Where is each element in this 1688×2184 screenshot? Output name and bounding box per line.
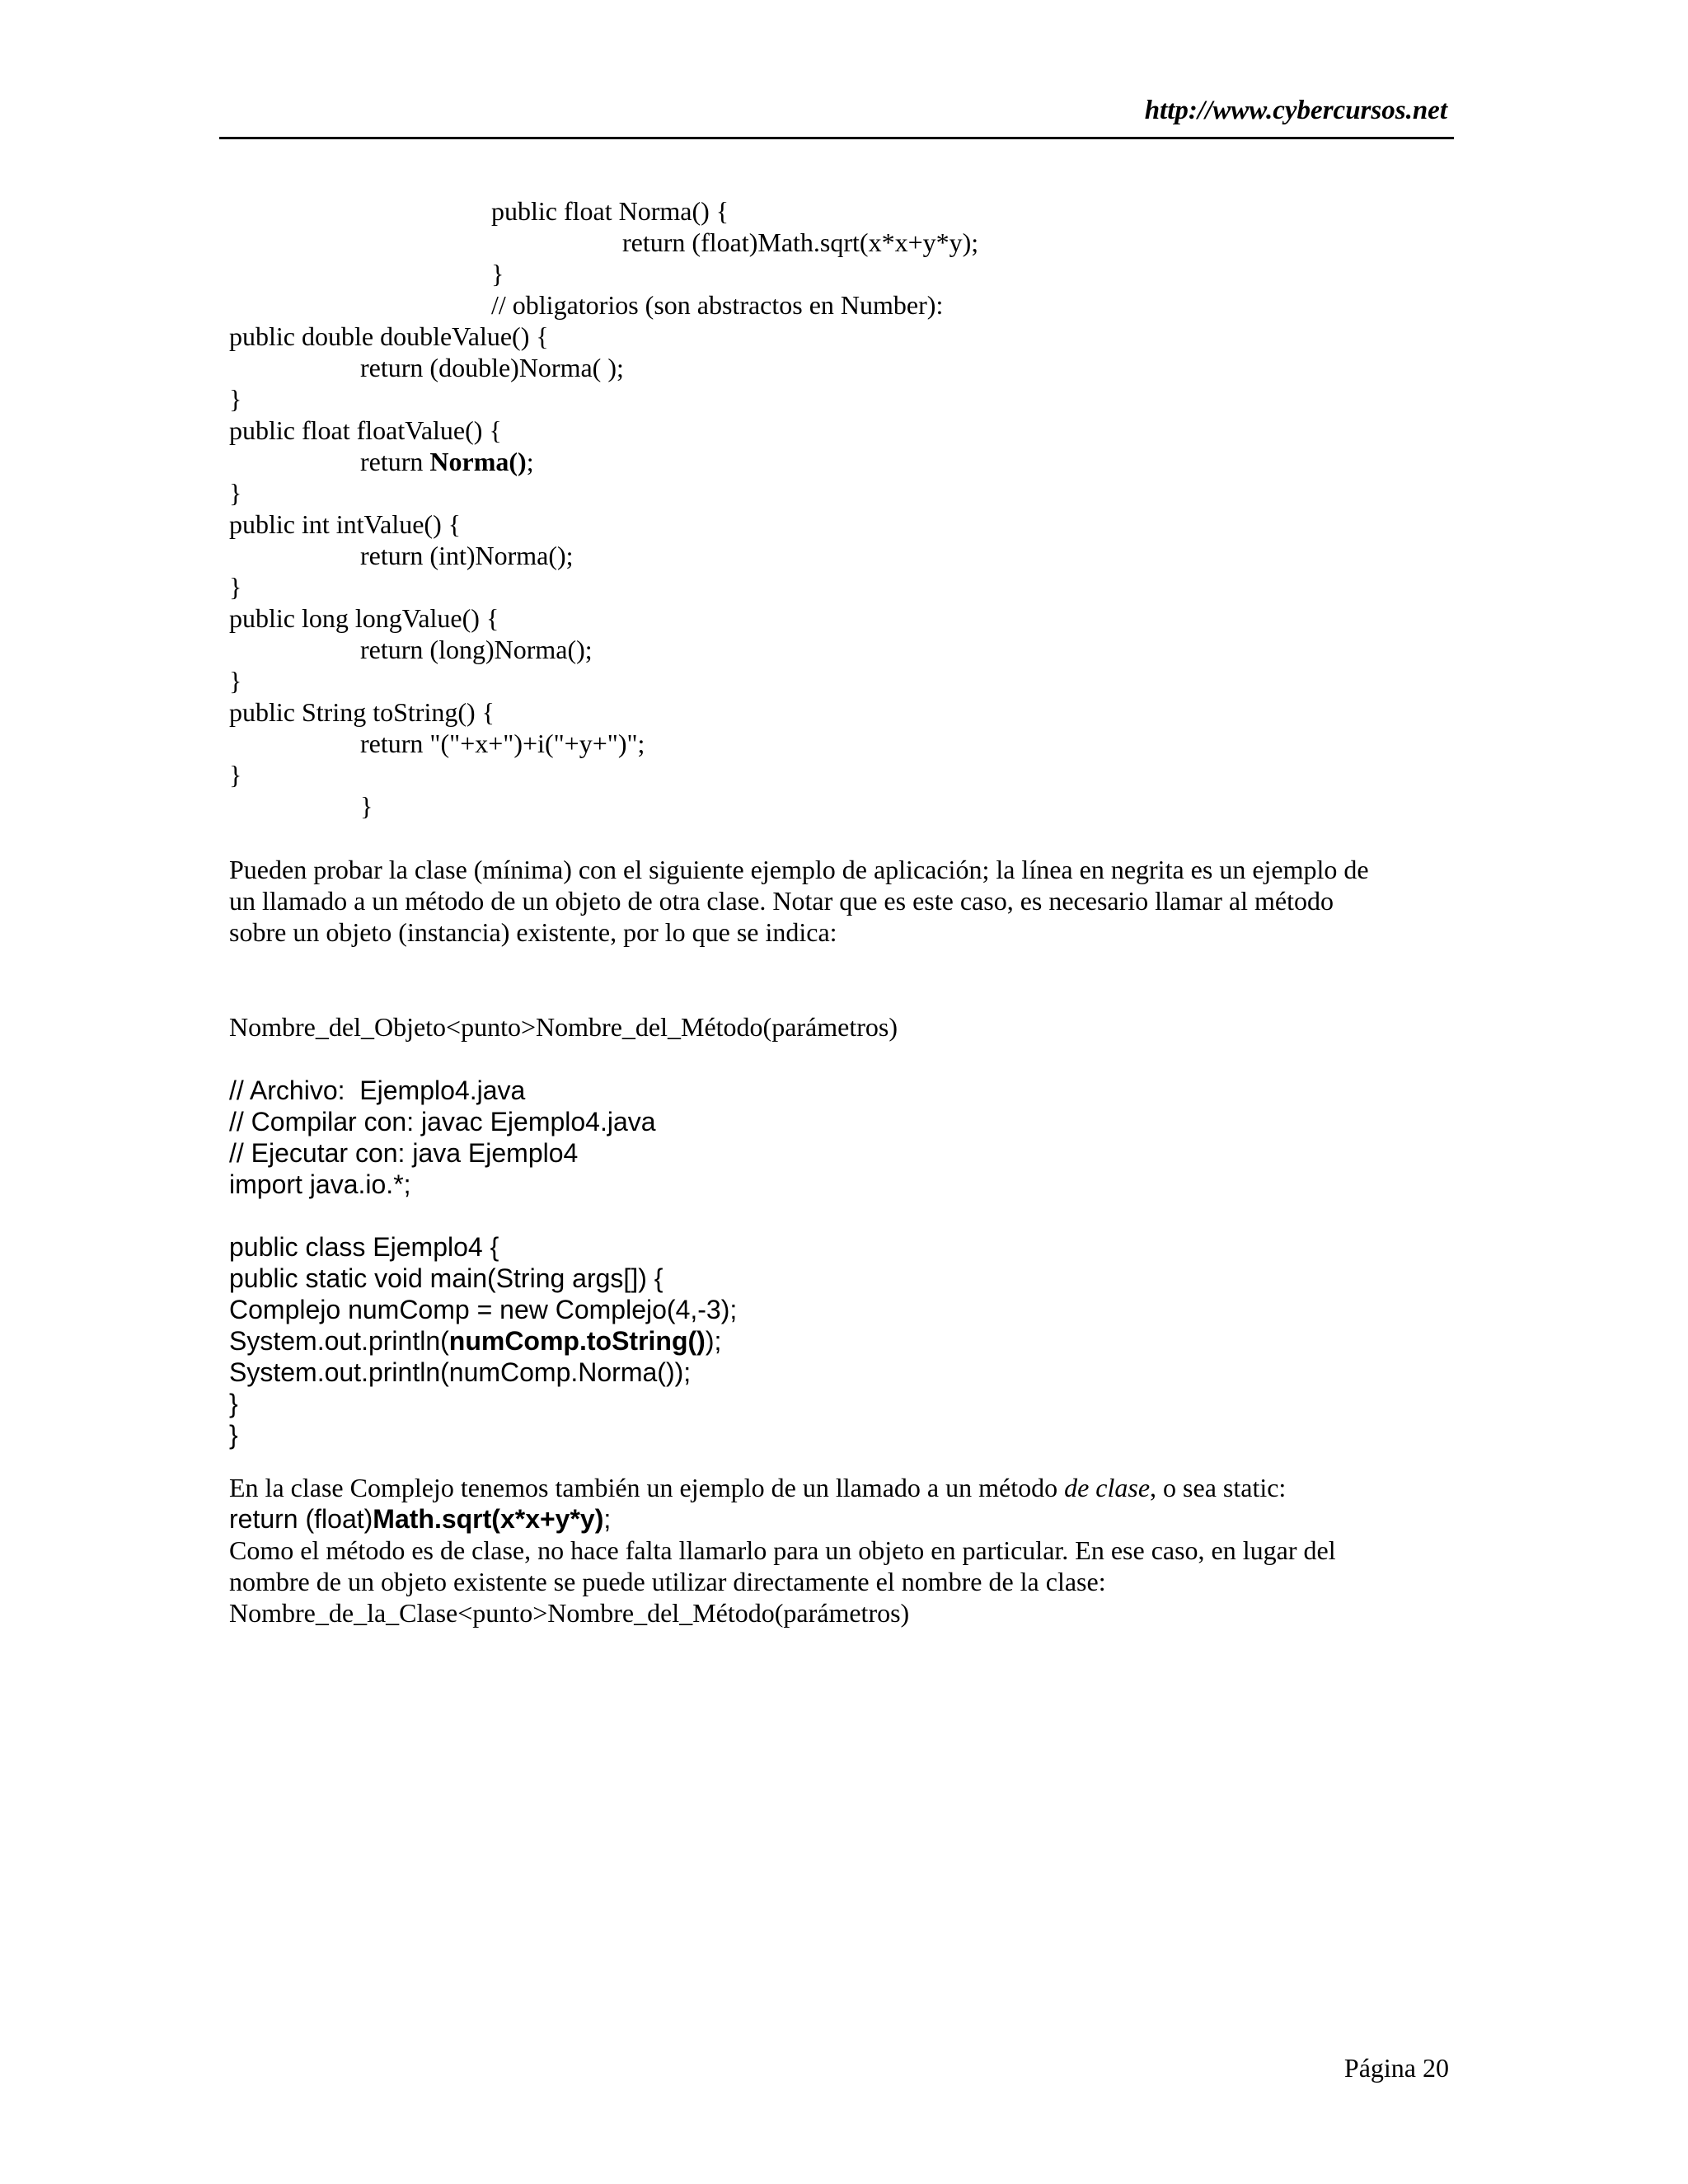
code-line: }: [229, 384, 242, 414]
code-line: return (double)Norma( );: [360, 353, 624, 382]
paragraph-line: Pueden probar la clase (mínima) con el siguiente ejemplo de aplicación; la línea en negrita es un ejemplo de: [229, 855, 1369, 884]
header-url: http://www.cybercursos.net: [1144, 96, 1447, 125]
paragraph-line: Como el método es de clase, no hace falta llamarlo para un objeto en particular. En ese caso, en lugar del: [229, 1535, 1336, 1565]
code-line: public float Norma() {: [491, 196, 729, 226]
paragraph-line: sobre un objeto (instancia) existente, por lo que se indica:: [229, 917, 837, 947]
code-line: // Archivo: Ejemplo4.java: [229, 1076, 526, 1105]
code-line: public double doubleValue() {: [229, 321, 549, 351]
paragraph-line: nombre de un objeto existente se puede utilizar directamente el nombre de la clase:: [229, 1567, 1106, 1596]
code-line: // obligatorios (son abstractos en Number):: [491, 290, 944, 320]
code-line: }: [491, 259, 504, 288]
code-line: Complejo numComp = new Complejo(4,-3);: [229, 1295, 738, 1324]
code-line: public static void main(String args[]) {: [229, 1263, 663, 1293]
code-line: return (long)Norma();: [360, 635, 593, 664]
code-line: // Compilar con: javac Ejemplo4.java: [229, 1107, 656, 1137]
code-line: System.out.println(numComp.toString());: [229, 1326, 722, 1356]
code-line: return (int)Norma();: [360, 541, 574, 570]
code-line: }: [229, 760, 242, 790]
header-rule: [219, 137, 1454, 139]
code-line: import java.io.*;: [229, 1169, 411, 1199]
paragraph-line: En la clase Complejo tenemos también un ejemplo de un llamado a un método de clase, o sea static:: [229, 1473, 1287, 1502]
code-line: return Norma();: [360, 447, 534, 476]
code-line: }: [229, 1389, 238, 1418]
code-line: return (float)Math.sqrt(x*x+y*y);: [622, 227, 979, 257]
code-line: }: [229, 572, 242, 602]
page-number: Página 20: [1343, 2053, 1449, 2083]
code-line: }: [229, 666, 242, 696]
code-line: return (float)Math.sqrt(x*x+y*y);: [229, 1504, 612, 1534]
code-line: }: [229, 478, 242, 508]
paragraph-line: un llamado a un método de un objeto de otra clase. Notar que es este caso, es necesario llamar al método: [229, 886, 1334, 916]
code-line: public int intValue() {: [229, 509, 462, 539]
code-line: public class Ejemplo4 {: [229, 1232, 499, 1262]
code-line: System.out.println(numComp.Norma());: [229, 1357, 692, 1387]
code-line: }: [229, 1420, 238, 1450]
code-line: return "("+x+")+i("+y+")";: [360, 729, 645, 758]
code-line: // Ejecutar con: java Ejemplo4: [229, 1138, 579, 1168]
code-line: public String toString() {: [229, 697, 495, 727]
syntax-class-method: Nombre_de_la_Clase<punto>Nombre_del_Método(parámetros): [229, 1598, 910, 1628]
code-line: }: [360, 791, 373, 821]
code-line: public long longValue() {: [229, 603, 499, 633]
syntax-object-method: Nombre_del_Objeto<punto>Nombre_del_Método(parámetros): [229, 1012, 898, 1042]
code-line: public float floatValue() {: [229, 415, 502, 445]
